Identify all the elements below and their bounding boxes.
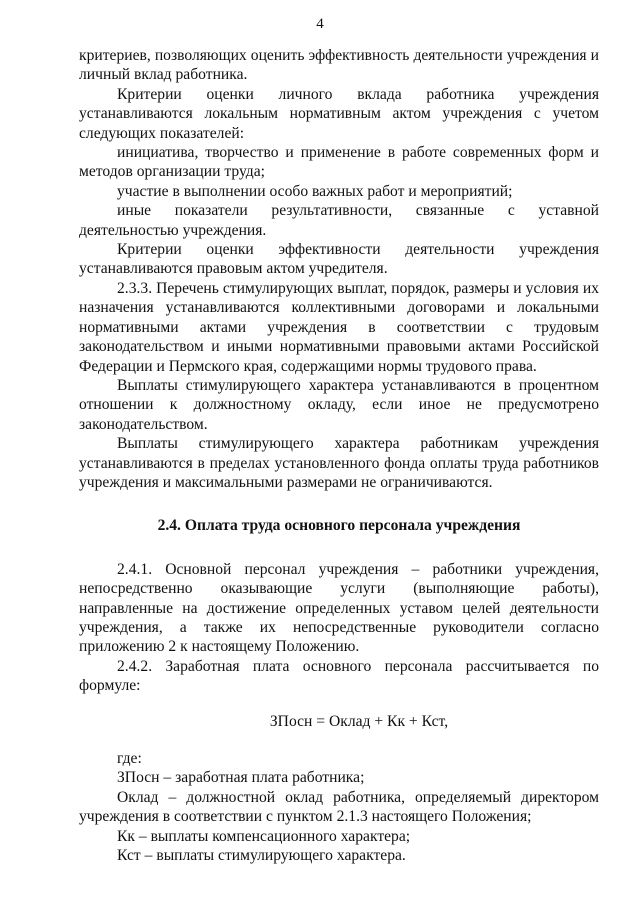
section-heading: 2.4. Оплата труда основного персонала учреждения bbox=[157, 517, 521, 535]
definition-line: где: bbox=[117, 750, 142, 767]
paragraph: Критерии оценки эффективности деятельности учреждения устанавливаются правовым актом учредителя. bbox=[79, 241, 599, 278]
definition-line: Кк – выплаты компенсационного характера; bbox=[117, 827, 411, 845]
paragraph: 2.4.2. Заработная плата основного персонала рассчитывается по формуле: bbox=[79, 657, 599, 695]
paragraph-group-base-staff bbox=[79, 560, 599, 696]
paragraph: Выплаты стимулирующего характера устанавливаются в процентном отношении к должностному окладу, если иное не предусмотрено законодательством. bbox=[79, 376, 599, 433]
paragraph: инициатива, творчество и применение в работе современных форм и методов организации труда; bbox=[79, 144, 599, 181]
definition-line: ЗПосн – заработная плата работника; bbox=[117, 769, 365, 787]
paragraph: иные показатели результативности, связанные с уставной деятельностью учреждения. bbox=[79, 202, 599, 239]
paragraph: критериев, позволяющих оценить эффективность деятельности учреждения и личный вклад работника. bbox=[79, 47, 599, 84]
paragraph: Выплаты стимулирующего характера работникам учреждения устанавливаются в пределах установленного фонда оплаты труда работников учреждения и максимальными размерами не ограничиваются. bbox=[79, 435, 599, 491]
salary-formula: ЗПосн = Оклад + Кк + Кст, bbox=[269, 712, 449, 730]
paragraph: 2.4.1. Основной персонал учреждения – работники учреждения, непосредственно оказывающие услуги (выполняющие работы), направленные на достижение определенных уставом целей деятельности учреждения, а также их непосредственные руководители согласно приложению 2 к настоящему Положению. bbox=[79, 560, 599, 656]
definition-line: Оклад – должностной оклад работника, определяемый директором учреждения в соответствии с пунктом 2.1.3 настоящего Положения; bbox=[79, 788, 599, 826]
paragraph: 2.3.3. Перечень стимулирующих выплат, порядок, размеры и условия их назначения устанавливаются коллективными договорами и локальными нормативными актами учреждения в соответствии с трудовым законодательством и иными нормативными правовыми актами Российской Федерации и Пермского края, содержащими нормы трудового права. bbox=[79, 279, 599, 375]
paragraph: Критерии оценки личного вклада работника учреждения устанавливаются локальным нормативным актом учреждения с учетом следующих показателей: bbox=[79, 85, 599, 142]
spacer bbox=[79, 492, 599, 502]
spacer bbox=[79, 550, 599, 560]
document-body bbox=[79, 46, 599, 865]
page-number: 4 bbox=[316, 16, 324, 32]
paragraph: участие в выполнении особо важных работ и мероприятий; bbox=[117, 182, 513, 200]
formula-definitions bbox=[79, 749, 599, 865]
paragraph-group-stimulating-payments bbox=[79, 46, 599, 492]
definition-line: Кст – выплаты стимулирующего характера. bbox=[117, 847, 406, 865]
